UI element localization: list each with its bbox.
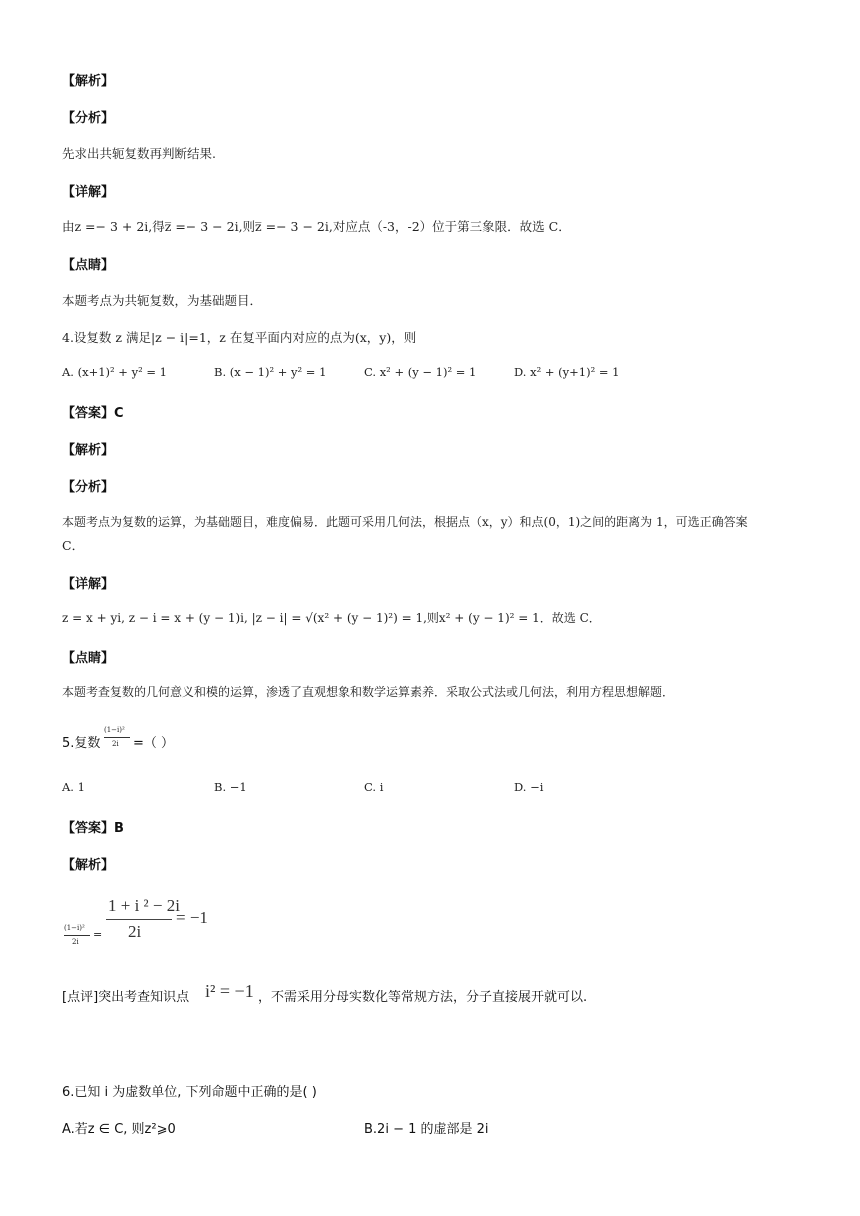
q4-xiangjie-heading: 【详解】 (62, 577, 115, 592)
q4-option-d: D. x² + (y+1)² = 1 (514, 365, 620, 379)
q5-option-b: B. −1 (214, 780, 247, 794)
q4-answer: 【答案】C (62, 406, 124, 421)
q5-lhs-equals: = (93, 928, 103, 941)
q5-review-prefix: [点评]突出考查知识点 (62, 990, 190, 1005)
q5-img-denominator: 2i (128, 922, 142, 941)
q5-stem-prefix: 5.复数 (62, 736, 101, 751)
q4-option-b: B. (x − 1)² + y² = 1 (214, 365, 327, 379)
q6-option-b: B.2i − 1 的虚部是 2i (364, 1122, 489, 1137)
q5-review-suffix: ，不需采用分母实数化等常规方法，分子直接展开就可以. (258, 990, 588, 1005)
q4-jiexi-heading: 【解析】 (62, 443, 115, 458)
q5-option-d: D. −i (514, 780, 544, 794)
q5-img-rhs: = −1 (176, 908, 208, 927)
q3-xiangjie-heading: 【详解】 (62, 185, 115, 200)
q3-dianjing-text: 本题考点为共轭复数，为基础题目． (62, 293, 263, 308)
q5-option-a: A. 1 (62, 780, 85, 794)
q3-fenxi-text: 先求出共轭复数再判断结果. (62, 146, 216, 161)
q5-lhs-denominator: 2i (72, 938, 79, 946)
q4-fenxi-text-1: 本题考点为复数的运算，为基础题目，难度偏易．此题可采用几何法，根据点（x，y）和点(0，1)之间的距离为 1，可选正确答案 (62, 515, 748, 529)
q5-img-fraction-bar (106, 919, 172, 920)
q5-img-numerator: 1 + i ² − 2i (108, 896, 180, 915)
q5-option-c: C. i (364, 780, 384, 794)
q5-lhs-numerator: (1−i)² (64, 924, 85, 932)
q4-dianjing-heading: 【点睛】 (62, 651, 115, 666)
q4-fenxi-text-2: C． (62, 538, 85, 553)
q3-jiexi-heading: 【解析】 (62, 74, 115, 89)
q4-stem: 4.设复数 z 满足|z − i|=1，z 在复平面内对应的点为(x，y)，则 (62, 330, 417, 345)
q5-answer: 【答案】B (62, 821, 124, 836)
q5-stem-fraction-bar (104, 737, 130, 738)
q4-option-c: C. x² + (y − 1)² = 1 (364, 365, 477, 379)
q5-review-formula: i² = −1 (205, 981, 254, 1001)
q4-fenxi-heading: 【分析】 (62, 480, 115, 495)
q4-xiangjie-text: z = x + yi, z − i = x + (y − 1)i, |z − i| = √(x² + (y − 1)²) = 1,则x² + (y − 1)² = 1．故选 C． (62, 611, 601, 625)
q5-stem-suffix: =（ ） (133, 736, 175, 751)
q4-dianjing-text: 本题考查复数的几何意义和模的运算，渗透了直观想象和数学运算素养．采取公式法或几何法，利用方程思想解题． (62, 685, 675, 699)
q6-stem: 6.已知 i 为虚数单位, 下列命题中正确的是( ) (62, 1085, 317, 1100)
q6-option-a: A.若z ∈ C, 则z²⩾0 (62, 1122, 176, 1137)
q5-stem-numerator: (1−i)² (104, 726, 125, 734)
q5-solution-formula-image (104, 896, 216, 946)
q3-xiangjie-text: 由z =− 3 + 2i,得z̅ =− 3 − 2i,则z̅ =− 3 − 2i,对应点（-3，-2）位于第三象限．故选 C． (62, 219, 571, 234)
q4-option-a: A. (x+1)² + y² = 1 (62, 365, 167, 379)
q3-fenxi-heading: 【分析】 (62, 111, 115, 126)
q5-stem-denominator: 2i (112, 740, 119, 748)
q5-lhs-fraction-bar (64, 935, 90, 936)
q5-jiexi-heading: 【解析】 (62, 858, 115, 873)
q3-dianjing-heading: 【点睛】 (62, 258, 115, 273)
